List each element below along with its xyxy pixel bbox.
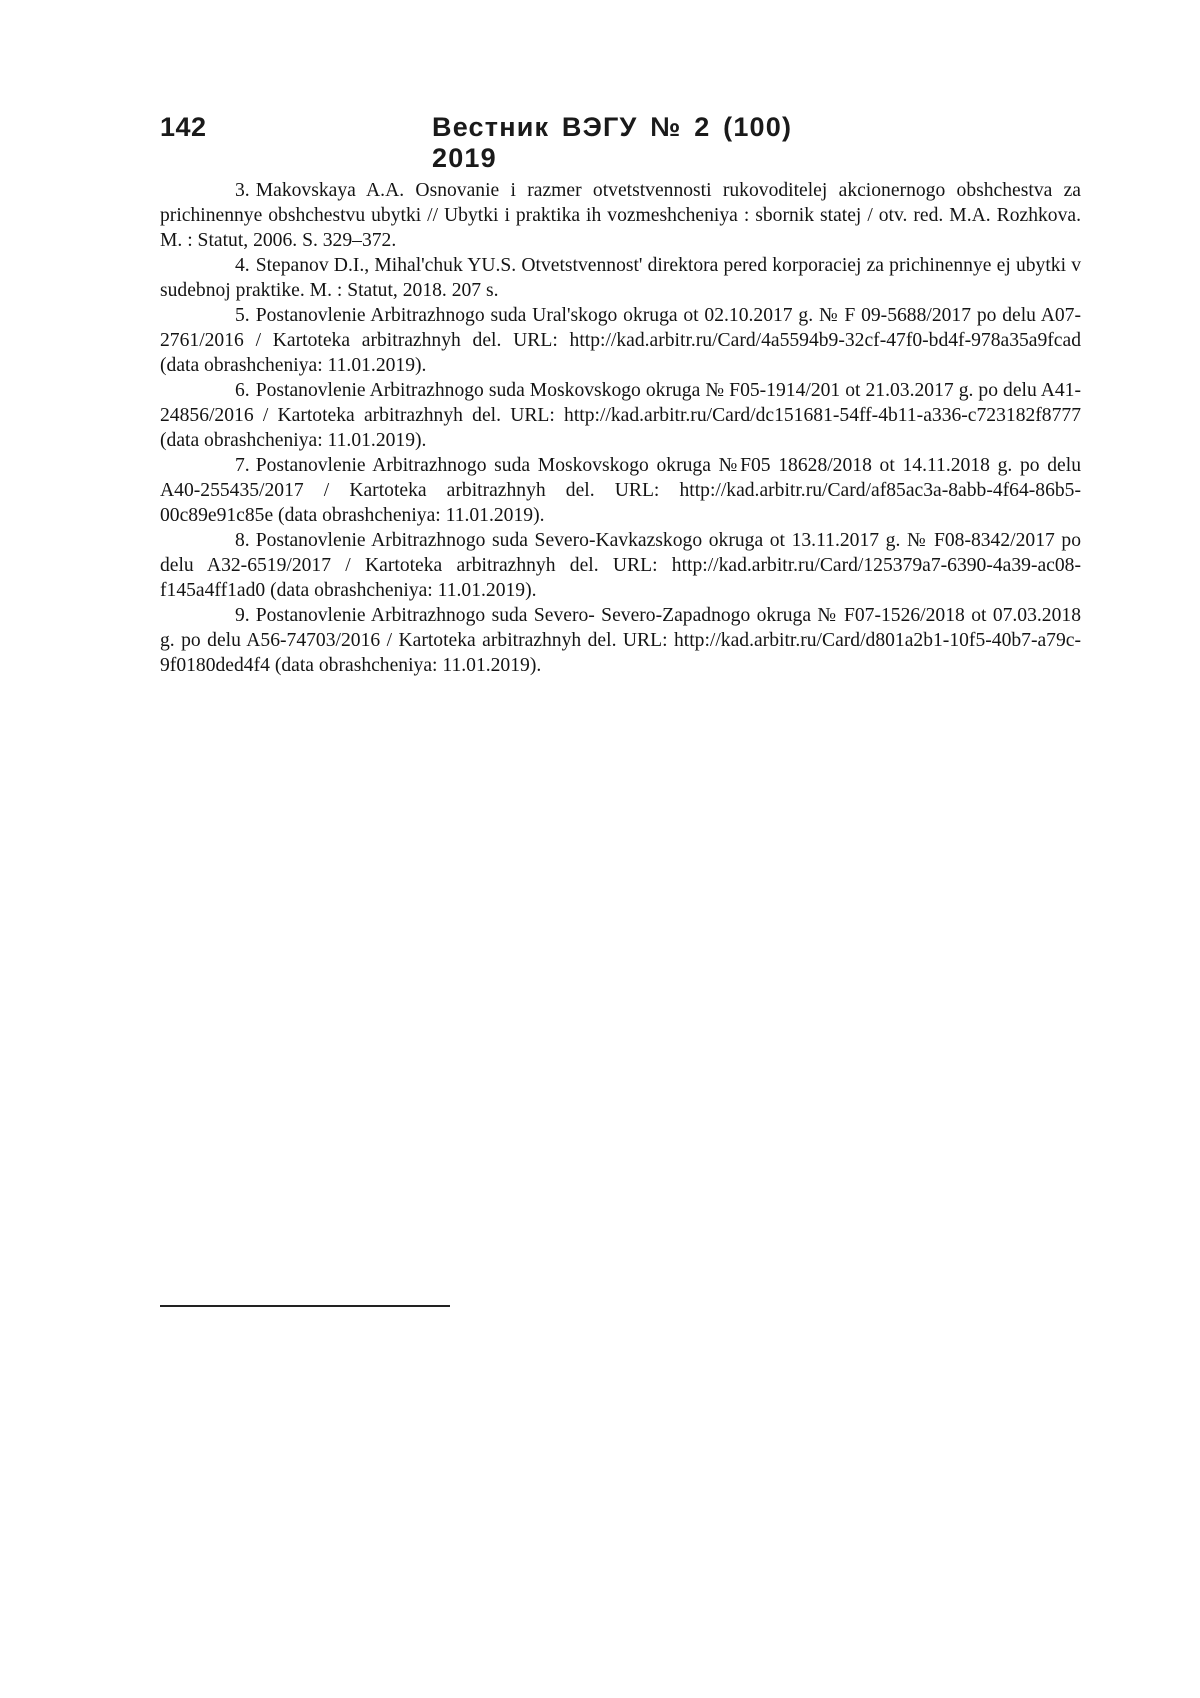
reference-item-3 [160, 178, 1081, 253]
reference-text: Stepanov D.I., Mihal'chuk YU.S. Otvetstvennost' direktora pered korporaciej za prichinennye ej ubytki v sudebnoj praktike. M. : Statut, 2018. 207 s. [160, 255, 1081, 301]
running-header [160, 112, 810, 173]
reference-text: Postanovlenie Arbitrazhnogo suda Moskovskogo okruga № F05-1914/201 ot 21.03.2017 g. po delu A41-24856/2016 / Kartoteka arbitrazhnyh del. URL: http://kad.arbitr.ru/Card/dc151681-54ff-​4b11-a336-c723182f8777 (data obrashcheniya: 11.01.2019). [160, 380, 1081, 451]
journal-title: Вестник ВЭГУ № 2 (100) 2019 [432, 112, 793, 173]
reference-number: 8. [235, 530, 250, 551]
reference-number: 7. [235, 455, 250, 476]
reference-item-8 [160, 528, 1081, 603]
reference-item-4 [160, 253, 1081, 303]
reference-list [160, 178, 1081, 678]
page-number: 142 [160, 112, 207, 142]
reference-number: 6. [235, 380, 250, 401]
reference-number: 3. [235, 180, 250, 201]
reference-number: 9. [235, 605, 250, 626]
footnote-separator-line [160, 1305, 450, 1307]
reference-text: Postanovlenie Arbitrazhnogo suda Ural'skogo okruga ot 02.10.2017 g. № F 09-5688/2017 po delu A07-2761/2016 / Kartoteka arbitrazhnyh del. URL: http://kad.arbitr.ru/Card/4a5594b9-32cf-​47f0-bd4f-978a35a9fcad (data obrashcheniya: 11.01.2019). [160, 305, 1081, 376]
reference-text: Postanovlenie Arbitrazhnogo suda Severo-Kavkazskogo okruga ot 13.11.2017 g. № F08-​8342/2017 po delu A32-6519/2017 / Kartoteka arbitrazhnyh del. URL: http://kad.arbitr.ru/Card/​125379a7-6390-4a39-ac08-f145a4ff1ad0 (data obrashcheniya: 11.01.2019). [160, 530, 1081, 601]
reference-text: Postanovlenie Arbitrazhnogo suda Severo- Severo-Zapadnogo okruga № F07-1526/2018 ot 07.03.2018 g. po delu A56-74703/2016 / Kartoteka arbitrazhnyh del. URL: http://kad.arbitr.ru/Card/​d801a2b1-10f5-40b7-a79c-9f0180ded4f4 (data obrashcheniya: 11.01.2019). [160, 605, 1081, 676]
reference-number: 5. [235, 305, 250, 326]
reference-text: Postanovlenie Arbitrazhnogo suda Moskovskogo okruga №F05 18628/2018 ot 14.11.2018 g. po delu A40-255435/2017 / Kartoteka arbitrazhnyh del. URL: http://kad.arbitr.ru/Card/af85ac3a-8abb-​4f64-86b5-00c89e91c85e (data obrashcheniya: 11.01.2019). [160, 455, 1081, 526]
reference-item-7 [160, 453, 1081, 528]
reference-text: Makovskaya A.A. Osnovanie i razmer otvetstvennosti rukovoditelej akcionernogo obshchestva za prichinennye obshchestvu ubytki // Ubytki i praktika ih vozmeshcheniya : sbornik statej / otv. red. M.A. Rozhkova. M. : Statut, 2006. S. 329–372. [160, 180, 1081, 251]
reference-item-6 [160, 378, 1081, 453]
reference-item-9 [160, 603, 1081, 678]
reference-number: 4. [235, 255, 250, 276]
reference-item-5 [160, 303, 1081, 378]
